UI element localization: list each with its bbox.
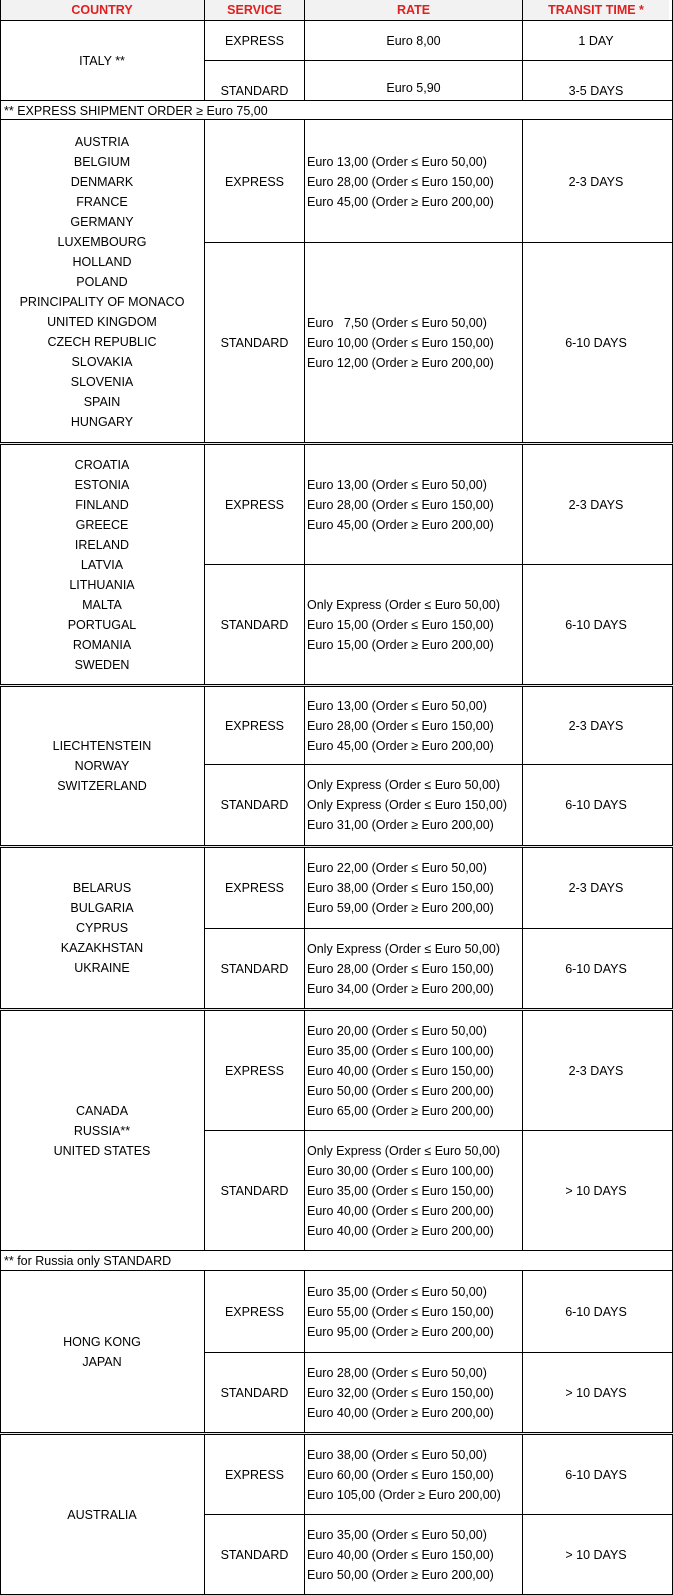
column-divider	[522, 1271, 523, 1432]
rate-line: Euro 40,00 (Order ≥ Euro 200,00)	[307, 1405, 494, 1420]
country-list	[0, 1272, 204, 1432]
column-divider	[0, 20, 1, 100]
service-type: EXPRESS	[224, 174, 285, 189]
country-name: BELGIUM	[73, 154, 131, 169]
rate-line: Euro 50,00 (Order ≤ Euro 200,00)	[307, 1083, 494, 1098]
country-name: LUXEMBOURG	[57, 234, 147, 249]
country-name: NORWAY	[74, 759, 130, 773]
column-divider	[304, 444, 305, 684]
country-list	[0, 1011, 204, 1250]
rate-line: Euro 35,00 (Order ≤ Euro 50,00)	[307, 1285, 487, 1299]
header-transit-time: TRANSIT TIME *	[523, 0, 669, 20]
country-name: BELARUS	[72, 881, 132, 895]
column-divider	[304, 120, 305, 442]
rate-line: Euro 8,00	[386, 33, 441, 48]
rate-line: Euro 31,00 (Order ≥ Euro 200,00)	[307, 818, 494, 832]
rate-list	[305, 1272, 524, 1352]
group-separator	[0, 1270, 673, 1271]
rate-line: Euro 7,50 (Order ≤ Euro 50,00)	[307, 315, 487, 330]
rate-list	[305, 445, 524, 564]
service-type: EXPRESS	[224, 1467, 285, 1482]
service-type: STANDARD	[220, 1385, 289, 1400]
rate-line: Euro 20,00 (Order ≤ Euro 50,00)	[307, 1023, 487, 1038]
country-name: LATVIA	[80, 557, 124, 572]
rate-line: Euro 45,00 (Order ≥ Euro 200,00)	[307, 738, 494, 753]
country-name: BULGARIA	[70, 901, 134, 915]
rate-line: Euro 15,00 (Order ≥ Euro 200,00)	[307, 637, 494, 652]
rate-line: Euro 105,00 (Order ≥ Euro 200,00)	[307, 1487, 501, 1502]
country-name: CANADA	[75, 1103, 129, 1118]
country-list	[0, 848, 204, 1008]
rate-list	[305, 929, 524, 1008]
rate-line: Euro 38,00 (Order ≤ Euro 50,00)	[307, 1447, 487, 1462]
column-divider	[522, 847, 523, 1008]
rate-line: Euro 5,90	[386, 81, 441, 95]
column-divider	[304, 1271, 305, 1432]
column-divider	[204, 1010, 205, 1250]
rate-line: Euro 28,00 (Order ≤ Euro 150,00)	[307, 961, 494, 976]
country-list	[0, 687, 204, 845]
rate-line: Euro 13,00 (Order ≤ Euro 50,00)	[307, 154, 487, 169]
column-divider	[0, 1434, 1, 1594]
rate-line: Euro 10,00 (Order ≤ Euro 150,00)	[307, 335, 494, 350]
country-name: ROMANIA	[72, 637, 132, 652]
rate-line: Euro 15,00 (Order ≤ Euro 150,00)	[307, 617, 494, 632]
rate-line: Euro 40,00 (Order ≤ Euro 200,00)	[307, 1203, 494, 1218]
rate-line: Euro 34,00 (Order ≥ Euro 200,00)	[307, 981, 494, 996]
column-divider	[0, 686, 1, 845]
country-name: RUSSIA**	[73, 1123, 131, 1138]
rate-line: Euro 12,00 (Order ≥ Euro 200,00)	[307, 355, 494, 370]
rate-line: Euro 40,00 (Order ≥ Euro 200,00)	[307, 1223, 494, 1238]
country-name: HONG KONG	[63, 1335, 141, 1349]
country-name: ITALY **	[79, 53, 125, 68]
column-divider	[0, 847, 1, 1008]
country-name: GREECE	[75, 517, 129, 532]
rate-line: Only Express (Order ≤ Euro 50,00)	[307, 941, 501, 956]
rate-line: Euro 28,00 (Order ≤ Euro 150,00)	[307, 497, 494, 512]
column-divider	[204, 847, 205, 1008]
transit-time: 6-10 DAYS	[565, 798, 627, 812]
transit-time: 6-10 DAYS	[565, 617, 627, 632]
column-divider	[204, 1434, 205, 1594]
transit-time: 1 DAY	[578, 33, 614, 48]
rate-list	[305, 243, 524, 442]
transit-time: > 10 DAYS	[565, 1385, 627, 1400]
country-list	[0, 1435, 204, 1594]
service-type: STANDARD	[220, 617, 289, 632]
header-rate: RATE	[305, 0, 522, 20]
transit-time: 2-3 DAYS	[568, 497, 624, 512]
country-name: KAZAKHSTAN	[60, 941, 144, 955]
rate-line: Euro 55,00 (Order ≤ Euro 150,00)	[307, 1305, 494, 1319]
rate-list	[305, 565, 524, 684]
rate-list	[305, 21, 522, 60]
rate-line: Euro 95,00 (Order ≥ Euro 200,00)	[307, 1325, 494, 1339]
service-type: STANDARD	[220, 1547, 289, 1562]
country-name: SWITZERLAND	[57, 779, 147, 793]
rate-line: Euro 40,00 (Order ≤ Euro 150,00)	[307, 1547, 494, 1562]
service-type: STANDARD	[220, 961, 289, 976]
column-divider	[304, 847, 305, 1008]
country-name: SPAIN	[83, 394, 121, 409]
transit-time: 6-10 DAYS	[565, 1467, 627, 1482]
transit-time: 6-10 DAYS	[565, 961, 627, 976]
column-divider	[304, 20, 305, 100]
rate-list	[305, 687, 524, 764]
rate-line: Euro 28,00 (Order ≤ Euro 50,00)	[307, 1365, 487, 1380]
header-column-divider	[522, 0, 523, 21]
country-name: CYPRUS	[75, 921, 129, 935]
rate-list	[305, 1011, 524, 1130]
column-divider	[204, 20, 205, 100]
header-column-divider	[304, 0, 305, 21]
country-list	[0, 445, 204, 684]
column-divider	[0, 444, 1, 684]
country-name: LIECHTENSTEIN	[52, 739, 152, 753]
group-separator	[0, 119, 673, 120]
country-name: SLOVENIA	[70, 374, 134, 389]
transit-time: 2-3 DAYS	[568, 1063, 624, 1078]
rate-line: Euro 13,00 (Order ≤ Euro 50,00)	[307, 477, 487, 492]
country-name: JAPAN	[82, 1355, 122, 1369]
country-name: PRINCIPALITY OF MONACO	[19, 294, 185, 309]
rate-list	[305, 765, 524, 845]
footnote: ** EXPRESS SHIPMENT ORDER ≥ Euro 75,00	[4, 104, 268, 118]
column-divider	[204, 686, 205, 845]
column-divider	[304, 686, 305, 845]
country-name: FINLAND	[75, 497, 129, 512]
service-type: EXPRESS	[224, 1063, 285, 1078]
country-name: PORTUGAL	[67, 617, 137, 632]
header-service: SERVICE	[205, 0, 304, 20]
country-name: DENMARK	[70, 174, 134, 189]
service-type: EXPRESS	[224, 881, 285, 895]
rate-line: Euro 38,00 (Order ≤ Euro 150,00)	[307, 881, 494, 895]
rate-line: Euro 28,00 (Order ≤ Euro 150,00)	[307, 718, 494, 733]
service-type: EXPRESS	[224, 1305, 285, 1319]
country-name: SWEDEN	[74, 657, 130, 672]
transit-time: 2-3 DAYS	[568, 174, 624, 189]
rate-line: Euro 28,00 (Order ≤ Euro 150,00)	[307, 174, 494, 189]
service-type: EXPRESS	[224, 718, 285, 733]
transit-time: 2-3 DAYS	[568, 881, 624, 895]
column-divider	[0, 1271, 1, 1432]
column-divider	[522, 1010, 523, 1250]
country-name: UKRAINE	[74, 961, 130, 975]
rate-line: Euro 45,00 (Order ≥ Euro 200,00)	[307, 194, 494, 209]
column-divider	[204, 120, 205, 442]
rate-line: Euro 45,00 (Order ≥ Euro 200,00)	[307, 517, 494, 532]
country-list	[0, 21, 204, 100]
service-type: EXPRESS	[224, 33, 285, 48]
column-divider	[522, 20, 523, 100]
rate-line: Euro 22,00 (Order ≤ Euro 50,00)	[307, 861, 487, 875]
header-column-divider	[204, 0, 205, 21]
column-divider	[0, 120, 1, 442]
country-name: UNITED KINGDOM	[47, 314, 157, 329]
column-divider	[0, 1010, 1, 1250]
rate-line: Only Express (Order ≤ Euro 50,00)	[307, 778, 501, 792]
column-divider	[204, 444, 205, 684]
transit-time: 2-3 DAYS	[568, 718, 624, 733]
service-type: STANDARD	[220, 1183, 289, 1198]
column-divider	[522, 444, 523, 684]
transit-time: > 10 DAYS	[565, 1547, 627, 1562]
transit-time: 6-10 DAYS	[565, 335, 627, 350]
column-divider	[522, 120, 523, 442]
rate-line: Euro 40,00 (Order ≤ Euro 150,00)	[307, 1063, 494, 1078]
rate-line: Euro 13,00 (Order ≤ Euro 50,00)	[307, 698, 487, 713]
rate-line: Only Express (Order ≤ Euro 50,00)	[307, 1143, 501, 1158]
column-divider	[522, 686, 523, 845]
transit-time: > 10 DAYS	[565, 1183, 627, 1198]
country-name: IRELAND	[74, 537, 130, 552]
rate-line: Only Express (Order ≤ Euro 150,00)	[307, 798, 507, 812]
header-country: COUNTRY	[0, 0, 204, 20]
country-name: GERMANY	[70, 214, 134, 229]
header-column-divider	[0, 0, 1, 21]
country-name: SLOVAKIA	[71, 354, 133, 369]
country-name: ESTONIA	[74, 477, 130, 492]
country-name: HUNGARY	[70, 414, 134, 429]
rate-list	[305, 1353, 524, 1432]
transit-time: 6-10 DAYS	[565, 1305, 627, 1319]
rate-line: Only Express (Order ≤ Euro 50,00)	[307, 597, 501, 612]
country-name: UNITED STATES	[53, 1143, 151, 1158]
rate-line: Euro 35,00 (Order ≤ Euro 150,00)	[307, 1183, 494, 1198]
country-name: HOLLAND	[72, 254, 132, 269]
rate-list	[305, 1515, 524, 1594]
service-type: EXPRESS	[224, 497, 285, 512]
footnote: ** for Russia only STANDARD	[4, 1254, 172, 1268]
rate-list	[305, 848, 524, 928]
rate-line: Euro 50,00 (Order ≥ Euro 200,00)	[307, 1567, 494, 1582]
service-type: STANDARD	[220, 84, 289, 98]
rate-line: Euro 35,00 (Order ≤ Euro 100,00)	[307, 1043, 494, 1058]
rate-list	[305, 1131, 524, 1250]
rate-list	[305, 1435, 524, 1514]
note-left-border	[0, 100, 1, 120]
service-type: STANDARD	[220, 335, 289, 350]
country-name: MALTA	[82, 597, 122, 612]
country-name: POLAND	[76, 274, 128, 289]
column-divider	[204, 1271, 205, 1432]
rate-line: Euro 35,00 (Order ≤ Euro 50,00)	[307, 1527, 487, 1542]
service-type: STANDARD	[220, 798, 289, 812]
country-name: FRANCE	[76, 194, 128, 209]
country-name: CZECH REPUBLIC	[47, 334, 157, 349]
column-divider	[304, 1010, 305, 1250]
rate-line: Euro 59,00 (Order ≥ Euro 200,00)	[307, 901, 494, 915]
country-name: CROATIA	[74, 457, 130, 472]
note-left-border	[0, 1250, 1, 1270]
country-name: AUSTRIA	[74, 134, 130, 149]
rate-line: Euro 32,00 (Order ≤ Euro 150,00)	[307, 1385, 494, 1400]
column-divider	[522, 1434, 523, 1594]
rate-line: Euro 60,00 (Order ≤ Euro 150,00)	[307, 1467, 494, 1482]
rate-list	[305, 121, 524, 242]
rate-line: Euro 30,00 (Order ≤ Euro 100,00)	[307, 1163, 494, 1178]
country-list	[0, 121, 204, 442]
rate-line: Euro 65,00 (Order ≥ Euro 200,00)	[307, 1103, 494, 1118]
rate-list	[305, 61, 522, 100]
transit-time: 3-5 DAYS	[568, 84, 624, 98]
country-name: AUSTRALIA	[67, 1507, 137, 1522]
country-name: LITHUANIA	[69, 577, 135, 592]
column-divider	[304, 1434, 305, 1594]
